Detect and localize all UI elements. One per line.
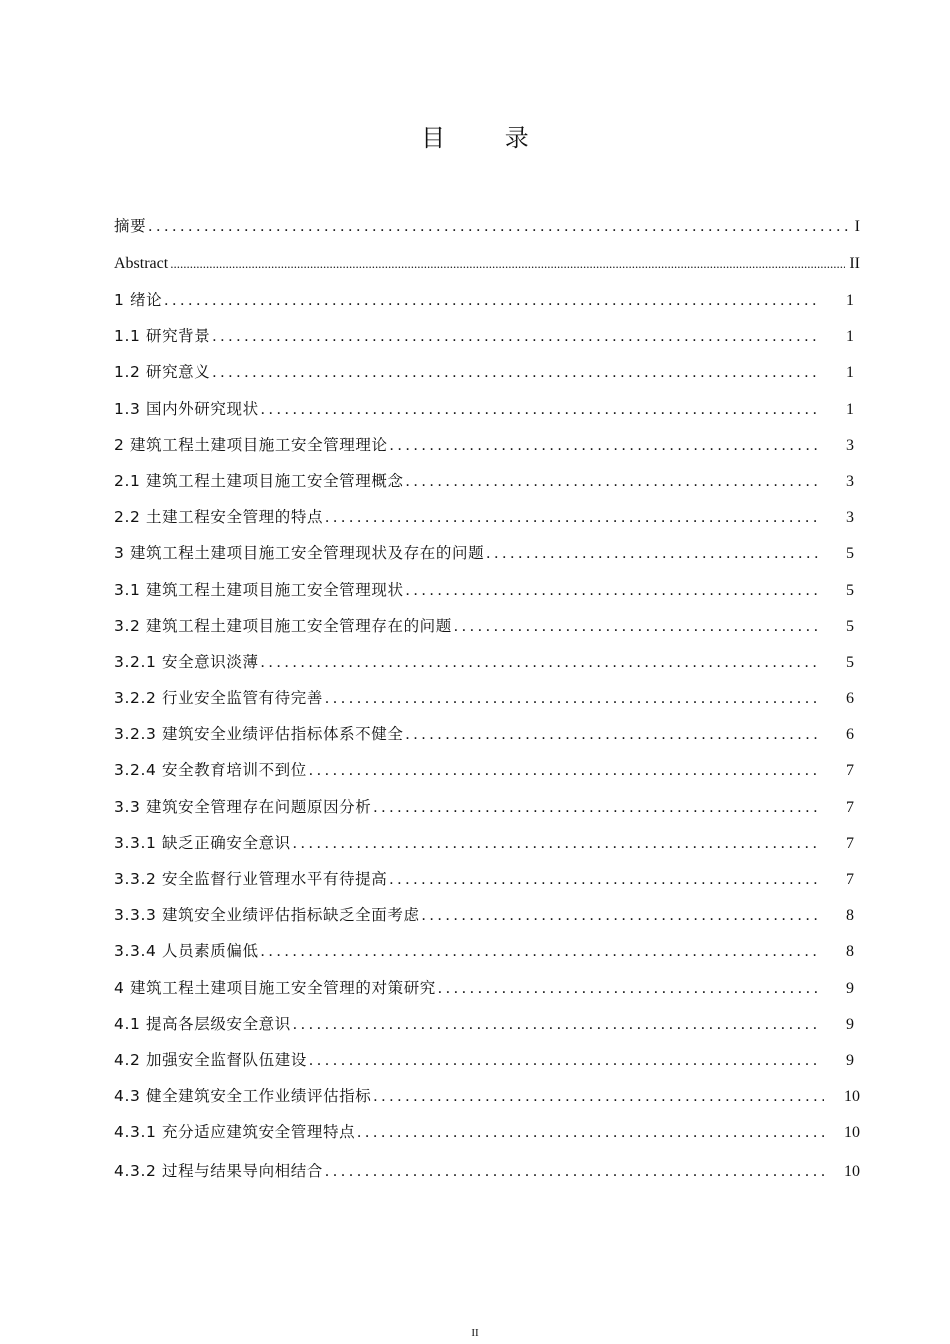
toc-entry-section-4-3-2[interactable] xyxy=(114,1153,860,1189)
toc-leader-dots xyxy=(261,645,818,681)
toc-entry-title: 3.3.1 缺乏正确安全意识 xyxy=(114,833,291,852)
toc-leader-dots xyxy=(438,971,818,1007)
toc-entry-section-3-2-4[interactable] xyxy=(114,752,860,788)
toc-leader-dots xyxy=(148,209,850,245)
toc-entry-page: 8 xyxy=(846,943,854,961)
toc-entry-title: 3.3.4 人员素质偏低 xyxy=(114,942,259,961)
toc-entry-page: 7 xyxy=(846,834,854,852)
toc-entry-title: 2.2 土建工程安全管理的特点 xyxy=(114,508,324,527)
toc-entry-section-3-2-1[interactable] xyxy=(114,644,860,680)
toc-entry-section-4-3[interactable] xyxy=(114,1078,860,1114)
toc-entry-page: 5 xyxy=(846,581,854,599)
toc-entry-title: 2.1 建筑工程土建项目施工安全管理概念 xyxy=(114,471,404,490)
toc-heading: 目 录 xyxy=(421,124,555,152)
toc-leader-dots xyxy=(325,1154,824,1190)
toc-entry-page: 1 xyxy=(846,328,854,346)
toc-entry-section-2-1[interactable] xyxy=(114,463,860,499)
toc-leader-dots xyxy=(373,1079,824,1115)
toc-entry-page: 6 xyxy=(846,726,854,744)
toc-leader-dots xyxy=(261,392,818,428)
toc-entry-page: 3 xyxy=(846,436,854,454)
toc-entry-title: 4.3.2 过程与结果导向相结合 xyxy=(114,1161,323,1180)
toc-entry-title: 3.2.1 安全意识淡薄 xyxy=(114,652,259,671)
toc-entry-title: 4.3.1 充分适应建筑安全管理特点 xyxy=(114,1123,356,1142)
toc-leader-dots xyxy=(406,464,818,500)
toc-leader-dots xyxy=(422,898,818,934)
toc-entry-title: 3 建筑工程土建项目施工安全管理现状及存在的问题 xyxy=(114,544,485,563)
toc-leader-dots xyxy=(390,428,818,464)
toc-entry-section-4-2[interactable] xyxy=(114,1042,860,1078)
toc-entry-page: 7 xyxy=(846,798,854,816)
page-number-footer: II xyxy=(471,1327,479,1339)
toc-leader-dots xyxy=(261,934,818,970)
toc-entry-section-3-2-3[interactable] xyxy=(114,716,860,752)
toc-entry-section-3-2[interactable] xyxy=(114,608,860,644)
toc-entry-page: 9 xyxy=(846,1015,854,1033)
toc-entry-page: 5 xyxy=(846,545,854,563)
toc-entry-section-1-3[interactable] xyxy=(114,391,860,427)
toc-entry-page: 10 xyxy=(844,1162,860,1180)
toc-entry-page: 10 xyxy=(844,1088,860,1106)
toc-entry-page: 5 xyxy=(846,617,854,635)
toc-entry-page: 6 xyxy=(846,690,854,708)
toc-entry-section-3-3-3[interactable] xyxy=(114,897,860,933)
toc-leader-dots xyxy=(170,246,845,282)
toc-entry-title: Abstract xyxy=(114,255,169,272)
toc-entry-title: 1 绪论 xyxy=(114,291,163,309)
toc-entry-title: 4.1 提高各层级安全意识 xyxy=(114,1014,291,1033)
toc-leader-dots xyxy=(293,826,818,862)
toc-leader-dots xyxy=(212,355,818,391)
toc-leader-dots xyxy=(373,790,818,826)
toc-entry-page: 9 xyxy=(846,979,854,997)
toc-entry-title: 3.1 建筑工程土建项目施工安全管理现状 xyxy=(114,580,404,599)
toc-entry-page: 1 xyxy=(846,364,854,382)
toc-entry-chapter-2[interactable] xyxy=(114,427,860,463)
toc-entry-title: 3.2.2 行业安全监管有待完善 xyxy=(114,689,323,708)
toc-entry-title: 3.3.3 建筑安全业绩评估指标缺乏全面考虑 xyxy=(114,906,420,925)
toc-entry-abstract-en[interactable] xyxy=(114,246,860,282)
toc-leader-dots xyxy=(309,1043,818,1079)
toc-leader-dots xyxy=(293,1007,818,1043)
toc-leader-dots xyxy=(325,681,818,717)
toc-entry-title: 3.3 建筑安全管理存在问题原因分析 xyxy=(114,797,372,816)
toc-entry-section-3-3-2[interactable] xyxy=(114,861,860,897)
toc-leader-dots xyxy=(389,862,818,898)
toc-entry-title: 4 建筑工程土建项目施工安全管理的对策研究 xyxy=(114,978,436,997)
toc-entry-section-1-2[interactable] xyxy=(114,354,860,390)
table-of-contents xyxy=(114,208,860,1189)
toc-leader-dots xyxy=(309,753,818,789)
toc-entry-page: 3 xyxy=(846,472,854,490)
toc-entry-section-1-1[interactable] xyxy=(114,318,860,354)
toc-entry-page: 9 xyxy=(846,1051,854,1069)
toc-entry-page: 10 xyxy=(844,1124,860,1142)
toc-leader-dots xyxy=(325,500,818,536)
toc-entry-title: 1.2 研究意义 xyxy=(114,363,211,382)
toc-leader-dots xyxy=(405,717,818,753)
toc-entry-chapter-4[interactable] xyxy=(114,970,860,1006)
toc-entry-page: I xyxy=(854,218,860,235)
toc-entry-page: 1 xyxy=(846,292,854,309)
toc-entry-page: 1 xyxy=(846,400,854,418)
toc-entry-chapter-3[interactable] xyxy=(114,535,860,571)
toc-entry-title: 1.1 研究背景 xyxy=(114,327,211,346)
toc-entry-title: 4.2 加强安全监督队伍建设 xyxy=(114,1050,307,1069)
toc-leader-dots xyxy=(454,609,818,645)
toc-entry-page: 7 xyxy=(846,871,854,888)
toc-entry-abstract-cn[interactable] xyxy=(114,208,860,246)
toc-entry-title: 摘要 xyxy=(114,217,147,235)
toc-leader-dots xyxy=(164,283,818,319)
toc-entry-title: 3.2.4 安全教育培训不到位 xyxy=(114,761,307,780)
toc-entry-section-3-1[interactable] xyxy=(114,572,860,608)
toc-entry-title: 2 建筑工程土建项目施工安全管理理论 xyxy=(114,435,388,454)
toc-entry-page: 3 xyxy=(846,509,854,527)
toc-entry-section-3-3[interactable] xyxy=(114,789,860,825)
toc-entry-section-3-3-1[interactable] xyxy=(114,825,860,861)
toc-leader-dots xyxy=(486,536,818,572)
toc-entry-section-3-3-4[interactable] xyxy=(114,933,860,969)
toc-entry-title: 3.2 建筑工程土建项目施工安全管理存在的问题 xyxy=(114,616,452,635)
toc-entry-section-2-2[interactable] xyxy=(114,499,860,535)
toc-entry-section-3-2-2[interactable] xyxy=(114,680,860,716)
toc-entry-section-4-1[interactable] xyxy=(114,1006,860,1042)
toc-leader-dots xyxy=(357,1115,824,1151)
toc-entry-page: 8 xyxy=(846,907,854,925)
toc-entry-title: 3.3.2 安全监督行业管理水平有待提高 xyxy=(114,870,388,888)
toc-leader-dots xyxy=(406,573,818,609)
toc-entry-page: 7 xyxy=(846,762,854,780)
toc-leader-dots xyxy=(212,319,818,355)
toc-entry-chapter-1[interactable] xyxy=(114,282,860,318)
toc-entry-section-4-3-1[interactable] xyxy=(114,1114,860,1150)
toc-entry-page: 5 xyxy=(846,653,854,671)
toc-entry-page: II xyxy=(849,255,860,272)
toc-entry-title: 4.3 健全建筑安全工作业绩评估指标 xyxy=(114,1087,372,1106)
toc-entry-title: 3.2.3 建筑安全业绩评估指标体系不健全 xyxy=(114,725,404,744)
toc-entry-title: 1.3 国内外研究现状 xyxy=(114,399,259,418)
